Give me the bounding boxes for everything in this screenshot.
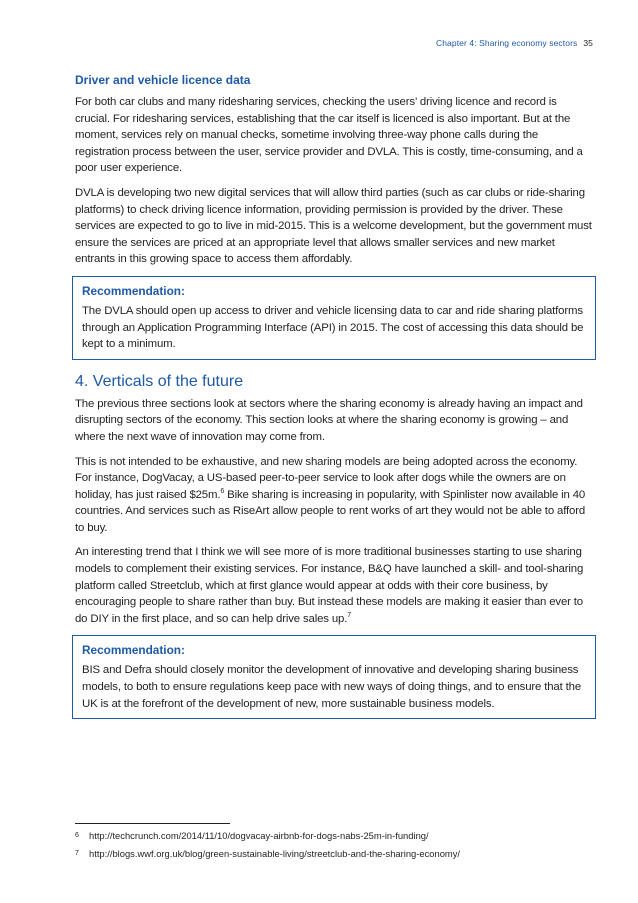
footnote-ref-6[interactable]: 6 xyxy=(220,487,225,495)
recommendation-text: BIS and Defra should closely monitor the development of innovative and developing sharing business models, to both to ensure regulations keep pace with new ways of doing things, and to ensure that the UK is at the forefront of the development of new, more sustainable business models. xyxy=(82,664,582,710)
page-number: 35 xyxy=(583,38,593,48)
recommendation-text: The DVLA should open up access to driver and vehicle licensing data to car and ride sharing platforms through an Application Programming Interface (API) in 2015. The cost of accessing this data should be kept to a minimum. xyxy=(82,304,584,351)
recommendation-title: Recommendation: xyxy=(82,283,185,298)
recommendation-box-1 xyxy=(72,276,596,360)
paragraph-text: Bike sharing is increasing in popularity, with Spinlister now available in 40 countries. And services such as RiseArt allow people to rent works of art they would not be able to afford to buy. xyxy=(75,488,586,534)
footnote-6 xyxy=(75,829,593,842)
dvla-paragraph-1: For both car clubs and many ridesharing services, checking the users’ driving licence and record is crucial. For ridesharing services, establishing that the car itself is licenced is also important. But at the moment, services rely on manual checks, sometime involving three-way phone calls during the registration process between the user, service provider and DVLA. This is costly, time-consuming, and a poor user experience. xyxy=(75,96,583,175)
paragraph-text: This is not intended to be exhaustive, and new sharing models are being adopted across the economy. For instance, DogVacay, a US-based peer-to-peer service to look after dogs while the owners are on holiday, has just raised $25m. xyxy=(75,455,578,501)
dvla-paragraph-2: DVLA is developing two new digital services that will allow third parties (such as car clubs or ride-sharing platforms) to check driving licence information, providing permission is provided by the driver. These services are expected to go to live in mid-2015. This is a welcome development, but the government must ensure the services are priced at an appropriate level that allows smaller services and new market entrants in this growing space to access them affordably. xyxy=(75,186,592,266)
section-heading-verticals: 4. Verticals of the future xyxy=(75,372,244,390)
dvla-heading: Driver and vehicle licence data xyxy=(75,73,251,87)
paragraph-text: An interesting trend that I think we will see more of is more traditional businesses starting to use sharing models to complement their existing services. For instance, B&Q have launched a skill- and tool-sharing platform called Streetclub, which at first glance would appear at odds with their core business, by encouraging people to share rather than buy. But instead these models are making it easier than ever to do DIY in the first place, and so can help drive sales up. xyxy=(75,546,584,625)
main-content xyxy=(75,72,593,729)
footnote-divider xyxy=(75,823,230,824)
footnote-ref-7[interactable]: 7 xyxy=(347,612,351,620)
footnote-7 xyxy=(75,847,593,860)
verticals-paragraph-2 xyxy=(75,454,593,537)
chapter-title: Chapter 4: Sharing economy sectors xyxy=(435,38,578,48)
footnote-link[interactable]: http://blogs.wwf.org.uk/blog/green-sustainable-living/streetclub-and-the-sharing-economy/ xyxy=(89,848,461,859)
running-header xyxy=(436,38,593,48)
recommendation-box-2 xyxy=(72,635,596,719)
footnotes xyxy=(75,823,593,865)
footnote-number: 7 xyxy=(75,850,79,857)
footnote-link[interactable]: http://techcrunch.com/2014/11/10/dogvacay-airbnb-for-dogs-nabs-25m-in-funding/ xyxy=(89,830,429,841)
verticals-paragraph-1: The previous three sections look at sectors where the sharing economy is already having an impact and disrupting sectors of the economy. This section looks at where the sharing economy is growing – and where the next wave of innovation may come from. xyxy=(75,397,583,443)
recommendation-title: Recommendation: xyxy=(82,643,185,658)
verticals-paragraph-3 xyxy=(75,544,593,627)
footnote-number: 6 xyxy=(75,832,79,839)
